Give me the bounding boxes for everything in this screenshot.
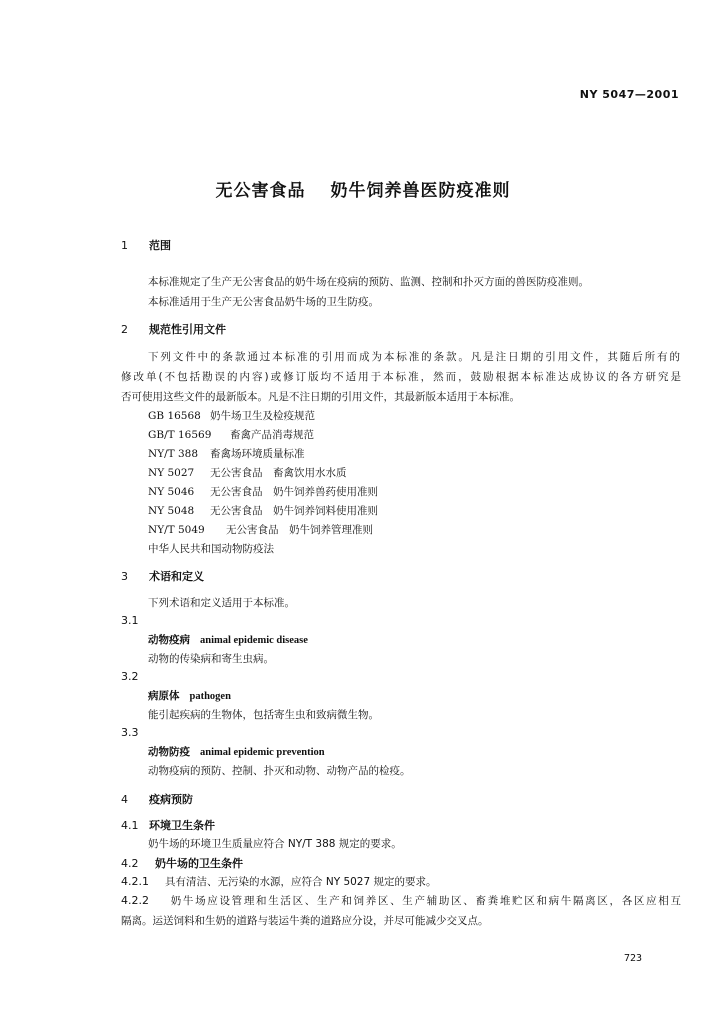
term-entry [148, 688, 231, 703]
term-entry [148, 632, 308, 647]
section-title: 范围 [149, 239, 171, 252]
reference-code: NY 5027 [148, 467, 195, 479]
section-number: 3 [121, 570, 128, 583]
term-definition: 动物的传染病和寄生虫病。 [148, 653, 274, 665]
reference-title: 无公害食品 畜禽饮用水水质 [210, 467, 347, 479]
reference-item [148, 465, 347, 480]
reference-code: NY 5046 [148, 486, 195, 498]
clause-number: 4.2.2 [121, 894, 149, 907]
reference-code: NY/T 5049 [148, 524, 205, 536]
clause-4-1-heading [121, 817, 215, 833]
title-sub: 奶牛饲养兽医防疫准则 [330, 181, 511, 201]
section-1-heading [121, 237, 171, 253]
section-3-intro: 下列术语和定义适用于本标准。 [148, 597, 295, 609]
title-main: 无公害食品 [215, 181, 306, 201]
clause-number: 3.3 [121, 726, 139, 739]
section-2-intro-line-1: 下列文件中的条款通过本标准的引用而成为本标准的条款。凡是注日期的引用文件，其随后所有的 [148, 351, 680, 363]
clause-number: 4.1 [121, 819, 139, 832]
term-english: animal epidemic disease [200, 635, 308, 646]
document-title [0, 176, 726, 201]
section-title: 规范性引用文件 [149, 323, 226, 336]
section-number: 4 [121, 793, 128, 806]
section-number: 1 [121, 239, 128, 252]
section-title: 疫病预防 [149, 793, 193, 806]
page-number: 723 [624, 953, 643, 964]
section-1-para-1: 本标准规定了生产无公害食品的奶牛场在疫病的预防、监测、控制和扑灭方面的兽医防疫准则。 [148, 276, 589, 288]
clause-4-2-1 [121, 874, 437, 889]
standard-code: NY 5047—2001 [579, 88, 679, 101]
term-chinese: 病原体 [148, 690, 180, 702]
reference-title: 畜禽场环境质量标准 [210, 448, 305, 460]
clause-4-2-2-line-2: 隔离。运送饲料和生奶的道路与装运牛粪的道路应分设，并尽可能减少交叉点。 [121, 915, 489, 927]
term-entry [148, 744, 325, 759]
section-1-para-2: 本标准适用于生产无公害食品奶牛场的卫生防疫。 [148, 296, 379, 308]
reference-code: NY 5048 [148, 505, 195, 517]
reference-item [148, 408, 315, 423]
section-4-heading [121, 791, 193, 807]
reference-title: 畜禽产品消毒规范 [230, 429, 314, 441]
term-english: animal epidemic prevention [200, 747, 325, 758]
reference-item [148, 484, 378, 499]
clause-title: 环境卫生条件 [149, 819, 215, 832]
clause-4-2-2 [121, 893, 681, 908]
term-definition: 动物疫病的预防、控制、扑灭和动物、动物产品的检疫。 [148, 765, 411, 777]
reference-title: 无公害食品 奶牛饲养饲料使用准则 [210, 505, 378, 517]
reference-title: 奶牛场卫生及检疫规范 [210, 410, 315, 422]
section-2-intro-line-3: 否可使用这些文件的最新版本。凡是不注日期的引用文件，其最新版本适用于本标准。 [121, 391, 520, 403]
term-chinese: 动物疫病 [148, 634, 190, 646]
reference-item [148, 427, 314, 442]
clause-4-1-text: 奶牛场的环境卫生质量应符合 NY/T 388 规定的要求。 [148, 838, 402, 850]
reference-code: NY/T 388 [148, 448, 199, 460]
clause-number: 3.1 [121, 614, 139, 627]
reference-title: 无公害食品 奶牛饲养管理准则 [226, 524, 373, 536]
reference-law: 中华人民共和国动物防疫法 [148, 543, 274, 555]
section-2-heading [121, 321, 226, 337]
clause-number: 4.2.1 [121, 875, 149, 888]
term-chinese: 动物防疫 [148, 746, 190, 758]
term-definition: 能引起疾病的生物体，包括寄生虫和致病微生物。 [148, 709, 379, 721]
clause-title: 奶牛场的卫生条件 [155, 857, 243, 870]
section-number: 2 [121, 323, 128, 336]
reference-item [148, 446, 305, 461]
clause-4-2-heading [121, 855, 243, 871]
term-english: pathogen [189, 691, 231, 702]
section-3-heading [121, 568, 204, 584]
reference-title: 无公害食品 奶牛饲养兽药使用准则 [210, 486, 378, 498]
clause-text: 具有清洁、无污染的水源，应符合 NY 5027 规定的要求。 [165, 876, 437, 888]
clause-text: 奶牛场应设管理和生活区、生产和饲养区、生产辅助区、畜粪堆贮区和病牛隔离区，各区应相互 [169, 895, 681, 907]
reference-code: GB 16568 [148, 410, 201, 422]
section-2-intro-line-2: 修改单(不包括勘误的内容)或修订版均不适用于本标准，然而，鼓励根据本标准达成协议的各方研究是 [121, 371, 681, 383]
clause-number: 4.2 [121, 857, 139, 870]
section-title: 术语和定义 [149, 570, 204, 583]
clause-number: 3.2 [121, 670, 139, 683]
reference-item [148, 503, 378, 518]
reference-item [148, 522, 373, 537]
reference-code: GB/T 16569 [148, 429, 212, 441]
